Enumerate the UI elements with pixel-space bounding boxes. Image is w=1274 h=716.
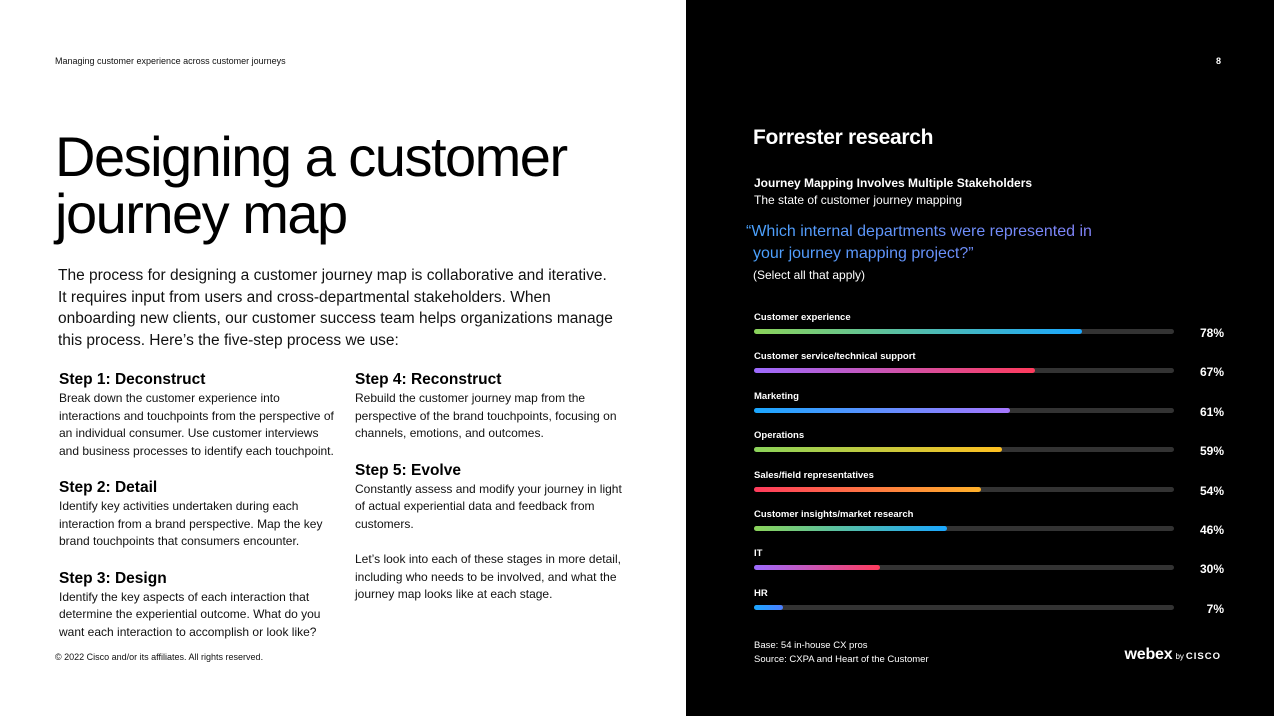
right-panel: [686, 0, 1274, 716]
bar-track: [754, 368, 1174, 373]
survey-question: [746, 221, 1166, 265]
bar-row: [754, 509, 1224, 548]
bar-value: 54%: [1199, 483, 1224, 498]
bar-track: [754, 605, 1174, 610]
webex-logo: [1125, 646, 1221, 664]
logo-word: webex: [1124, 646, 1173, 663]
step-4: [355, 370, 635, 443]
step-3-title: Step 3: Design: [59, 569, 167, 587]
bar-fill: [754, 605, 783, 610]
bar-fill: [754, 368, 1035, 373]
bar-fill: [754, 329, 1082, 334]
chart-source: Source: CXPA and Heart of the Customer: [754, 653, 929, 665]
bar-fill: [754, 526, 947, 531]
bar-fill: [754, 447, 1002, 452]
logo-by: by: [1175, 652, 1184, 661]
bar-label: Operations: [754, 430, 805, 442]
bar-value: 30%: [1199, 562, 1224, 577]
step-2-body: Identify key activities undertaken during each interaction from a brand perspective. Map the key brand touchpoints that consumers encounter.: [59, 499, 323, 548]
bar-row: [754, 351, 1224, 390]
step-1-title: Step 1: Deconstruct: [59, 371, 206, 388]
step-3: [59, 569, 339, 642]
title-line-1: Designing a customer: [55, 125, 567, 188]
bar-value: 7%: [1206, 601, 1224, 616]
chart-title: Journey Mapping Involves Multiple Stakeholders: [754, 176, 1033, 190]
bar-row: [754, 312, 1224, 351]
bar-row: [754, 548, 1224, 587]
bar-row: [754, 588, 1224, 627]
bar-label: Marketing: [754, 390, 799, 402]
step-5-body: Constantly assess and modify your journey in light of actual experiential data and feedback from customers.: [355, 481, 622, 531]
step-2: [59, 478, 339, 551]
intro-paragraph: The process for designing a customer journey map is collaborative and iterative. It requires input from users and cross-departmental stakeholders. When onboarding new clients, our customer success team helps organizations manage this process. Here’s the five-step process we use:: [58, 267, 613, 349]
bar-label: Sales/field representatives: [754, 469, 874, 481]
chart-base-source: [754, 639, 929, 666]
chart-base: Base: 54 in-house CX pros: [754, 640, 868, 651]
chart-subtitle: The state of customer journey mapping: [754, 193, 963, 207]
bar-label: Customer experience: [754, 312, 851, 323]
bar-track: [754, 565, 1174, 570]
page-title: [55, 125, 567, 245]
step-5-title: Step 5: Evolve: [355, 461, 461, 479]
bar-fill: [754, 408, 1010, 413]
step-1-body: Break down the customer experience into interactions and touchpoints from the perspective of an individual consumer. Use customer interviews and business processes to identify each touchpoint.: [59, 391, 334, 458]
question-line-1: “Which internal departments were represented in: [746, 223, 1092, 240]
bar-row: [754, 470, 1224, 509]
step-5: [355, 461, 635, 534]
bar-track: [754, 447, 1174, 452]
bar-value: 46%: [1199, 522, 1224, 537]
select-note: (Select all that apply): [753, 268, 866, 282]
bar-label: Customer insights/market research: [754, 508, 914, 520]
bar-track: [754, 329, 1174, 334]
bar-track: [754, 526, 1174, 531]
logo-brand: CISCO: [1185, 651, 1221, 662]
page-number: 8: [1215, 56, 1221, 66]
page-header: Managing customer experience across customer journeys: [55, 56, 286, 66]
bar-value: 59%: [1199, 444, 1224, 459]
steps-column-right: [355, 370, 635, 604]
bar-value: 78%: [1199, 326, 1224, 340]
title-line-2: journey map: [55, 182, 347, 245]
outro-paragraph: Let’s look into each of these stages in more detail, including who needs to be involved, and what the journey map looks like at each stage.: [355, 552, 621, 601]
bar-fill: [754, 487, 981, 492]
section-title: Forrester research: [753, 126, 934, 149]
step-4-title: Step 4: Reconstruct: [355, 371, 502, 388]
step-4-body: Rebuild the customer journey map from the perspective of the brand touchpoints, focusing on channels, emotions, and outcomes.: [355, 391, 617, 440]
step-2-title: Step 2: Detail: [59, 479, 158, 496]
bar-track: [754, 408, 1174, 413]
bar-value: 61%: [1199, 404, 1224, 419]
bar-value: 67%: [1199, 365, 1224, 380]
bar-row: [754, 391, 1224, 430]
bar-label: IT: [754, 548, 763, 560]
step-1: [59, 370, 339, 460]
steps-column-left: [59, 370, 339, 659]
copyright-footer: © 2022 Cisco and/or its affiliates. All rights reserved.: [55, 652, 264, 662]
bar-track: [754, 487, 1174, 492]
bar-label: HR: [754, 587, 768, 599]
bar-chart: [754, 312, 1224, 627]
bar-label: Customer service/technical support: [754, 351, 916, 363]
step-3-body: Identify the key aspects of each interaction that determine the experiential outcome. What do you want each interaction to accomplish or look like?: [59, 589, 321, 639]
question-line-2: your journey mapping project?”: [753, 245, 974, 262]
bar-fill: [754, 565, 880, 570]
bar-row: [754, 430, 1224, 469]
